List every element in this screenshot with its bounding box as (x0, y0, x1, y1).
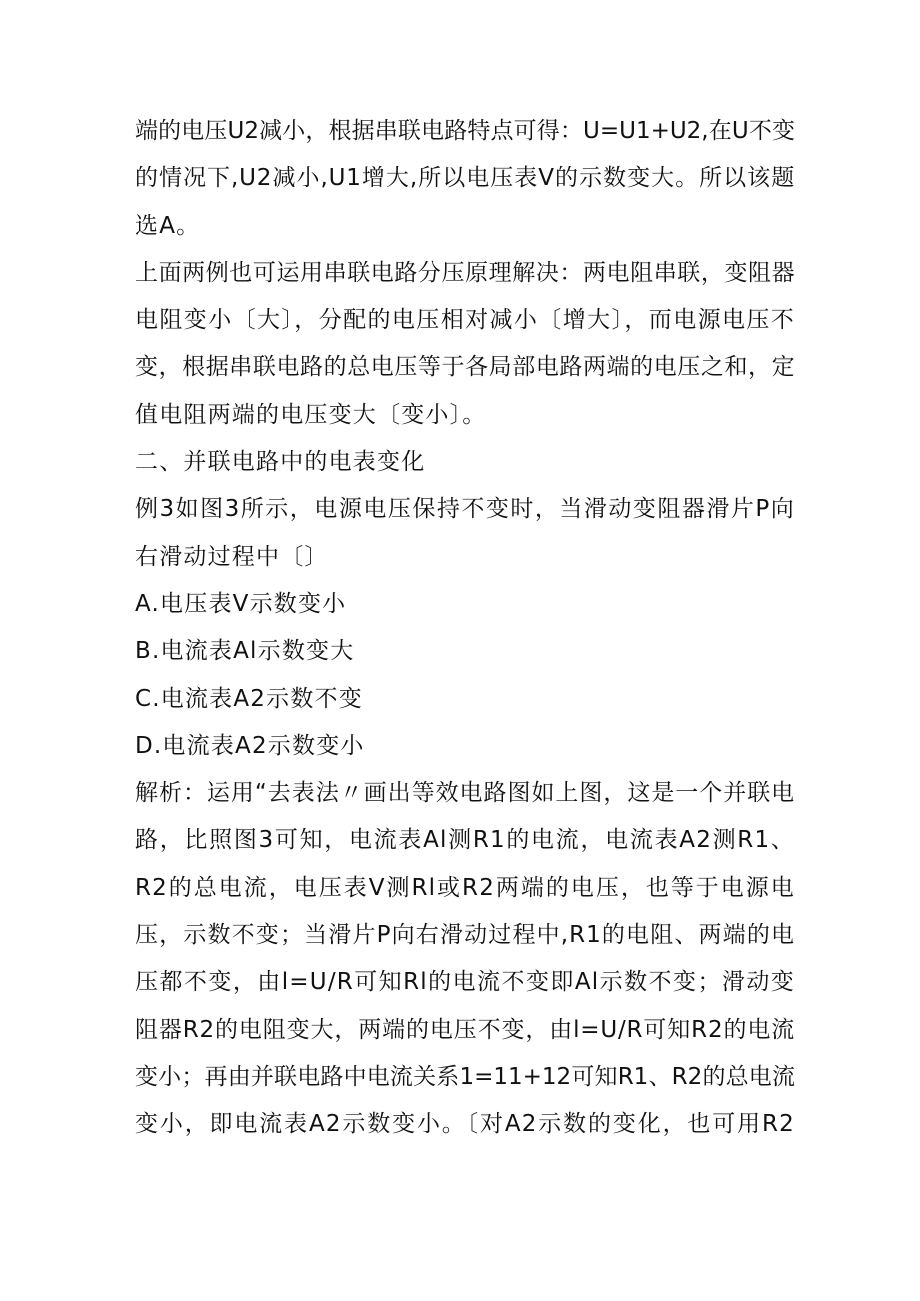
section-heading: 二、并联电路中的电表变化 (135, 449, 426, 476)
option-a: A.电压表V示数变小 (135, 590, 347, 617)
text-line: 压都不变，由l=U/R可知Rl的电流不变即Al示数不变；滑动变 (135, 969, 795, 996)
text-line: 变，根据串联电路的总电压等于各局部电路两端的电压之和，定 (135, 354, 795, 381)
text-line: 端的电压U2减小，根据串联电路特点可得：U=U1+U2,在U不变 (135, 118, 795, 144)
text-line: 变小；再由并联电路中电流关系1=11+12可知R1、R2的总电流 (135, 1063, 795, 1090)
document-body (135, 108, 795, 1149)
text-line: 电阻变小〔大〕，分配的电压相对减小〔增大〕，而电源电压不 (135, 307, 795, 334)
text-line: R2的总电流，电压表V测Rl或R2两端的电压，也等于电源电 (135, 874, 795, 901)
text-line: 右滑动过程中〔〕 (135, 543, 329, 570)
text-line: 压，示数不变；当滑片P向右滑动过程中,R1的电阻、两端的电 (135, 922, 795, 949)
text-line: 阻器R2的电阻变大，两端的电压不变，由l=U/R可知R2的电流 (135, 1016, 795, 1043)
text-line: 变小，即电流表A2示数变小。〔对A2示数的变化，也可用R2 (135, 1111, 795, 1138)
text-line: 选A。 (135, 212, 201, 239)
option-c: C.电流表A2示数不变 (135, 685, 363, 712)
option-b: B.电流表Al示数变大 (135, 638, 355, 665)
text-line: 上面两例也可运用串联电路分压原理解决：两电阻串联，变阻器 (135, 259, 795, 286)
text-line: 的情况下,U2减小,U1增大,所以电压表V的示数变大。所以该题 (135, 165, 795, 192)
text-line: 例3如图3所示，电源电压保持不变时，当滑动变阻器滑片P向 (135, 496, 795, 523)
text-line: 解析：运用“去表法〃画出等效电路图如上图，这是一个并联电 (135, 780, 795, 807)
option-d: D.电流表A2示数变小 (135, 732, 365, 759)
text-line: 路，比照图3可知，电流表Al测R1的电流，电流表A2测R1、 (135, 827, 795, 854)
text-line: 值电阻两端的电压变大〔变小〕。 (135, 401, 487, 428)
